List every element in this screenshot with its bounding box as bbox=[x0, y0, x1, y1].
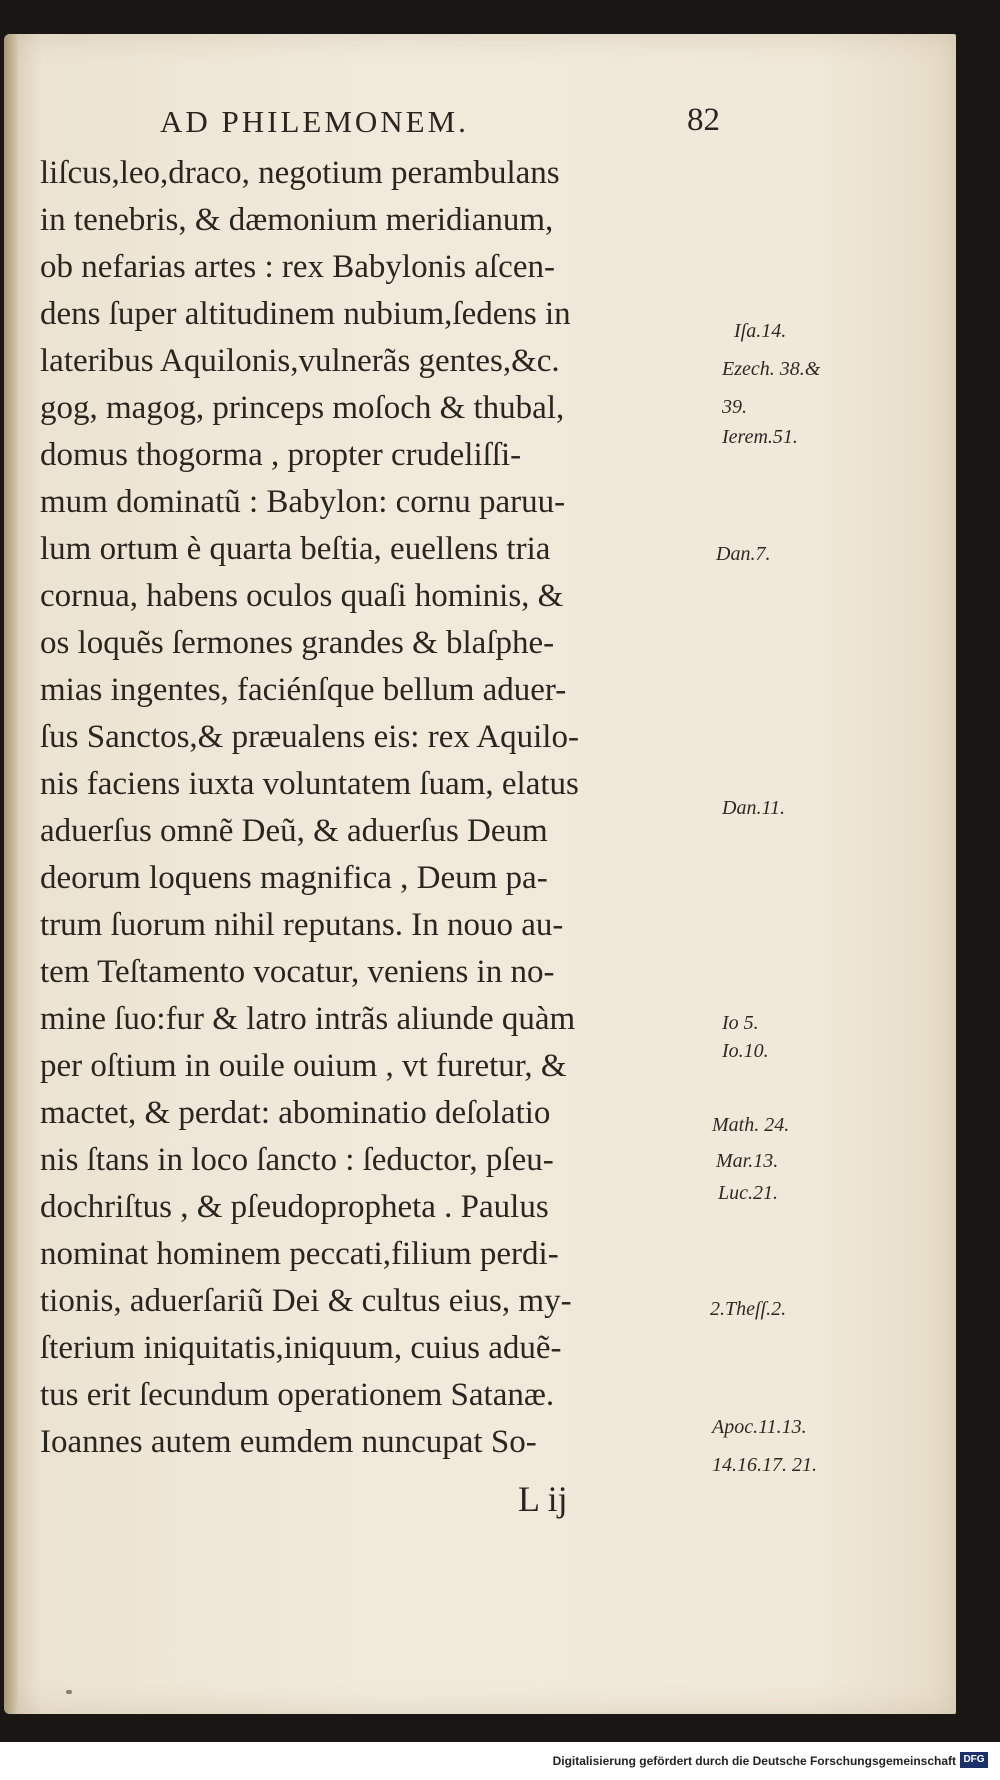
body-text bbox=[40, 150, 730, 1466]
page-spine bbox=[4, 34, 18, 1714]
text-line: mactet, & perdat: abominatio deſolatio bbox=[40, 1095, 551, 1131]
margin-note-thessalonians: 2.Theſſ.2. bbox=[710, 1298, 787, 1320]
text-line: tus erit ſecundum operationem Satanæ. bbox=[40, 1377, 555, 1413]
text-line: cornua, habens oculos quaſi hominis, & bbox=[40, 578, 564, 614]
margin-note-ezechiel: Ezech. 38.& bbox=[722, 358, 821, 380]
text-line: aduerſus omnẽ Deũ, & aduerſus Deum bbox=[40, 813, 548, 849]
text-line: lateribus Aquilonis,vulnerãs gentes,&c. bbox=[40, 343, 560, 379]
text-line: nis faciens iuxta voluntatem ſuam, elatus bbox=[40, 766, 579, 802]
margin-note-daniel-7: Dan.7. bbox=[716, 543, 771, 565]
text-line: mine ſuo:fur & latro intrãs aliunde quàm bbox=[40, 1001, 576, 1037]
text-line: domus thogorma , propter crudeliſſi- bbox=[40, 437, 522, 473]
dfg-logo: DFG bbox=[960, 1752, 988, 1768]
text-line: mum dominatũ : Babylon: cornu paruu- bbox=[40, 484, 566, 520]
margin-note-matthew: Math. 24. bbox=[712, 1114, 790, 1136]
footer-credit: Digitalisierung gefördert durch die Deutsche Forschungsgemeinschaft bbox=[552, 1754, 956, 1768]
signature-mark: L ij bbox=[518, 1479, 568, 1519]
text-line: in tenebris, & dæmonium meridianum, bbox=[40, 202, 554, 238]
text-line: lum ortum è quarta beſtia, euellens tria bbox=[40, 531, 551, 567]
text-line: ob nefarias artes : rex Babylonis aſcen- bbox=[40, 249, 555, 285]
text-line: gog, magog, princeps moſoch & thubal, bbox=[40, 390, 565, 426]
margin-note-luke: Luc.21. bbox=[718, 1182, 778, 1204]
margin-note-john-10: Io.10. bbox=[722, 1040, 769, 1062]
margin-note-john-5: Io 5. bbox=[722, 1012, 759, 1034]
text-line: nominat hominem peccati,filium perdi- bbox=[40, 1236, 559, 1272]
text-line: mias ingentes, faciénſque bellum aduer- bbox=[40, 672, 567, 708]
page-number: 82 bbox=[687, 102, 720, 138]
text-line: os loquẽs ſermones grandes & blaſphe- bbox=[40, 625, 555, 661]
margin-note-daniel-11: Dan.11. bbox=[722, 797, 785, 819]
text-line: tionis, aduerſariũ Dei & cultus eius, my- bbox=[40, 1283, 572, 1319]
text-line: ſterium iniquitatis,iniquum, cuius aduẽ- bbox=[40, 1330, 562, 1366]
margin-note-apocalypse-cont: 14.16.17. 21. bbox=[712, 1454, 817, 1476]
margin-note-isaiah: Iſa.14. bbox=[734, 320, 787, 342]
digitization-footer bbox=[0, 1742, 1000, 1780]
margin-note-ezechiel-cont: 39. bbox=[722, 396, 747, 418]
text-line: liſcus,leo,draco, negotium perambulans bbox=[40, 155, 560, 191]
text-line: Ioannes autem eumdem nuncupat So- bbox=[40, 1424, 537, 1460]
text-line: tem Teſtamento vocatur, veniens in no- bbox=[40, 954, 555, 990]
running-head bbox=[160, 104, 720, 148]
running-title: AD PHILEMONEM. bbox=[160, 104, 469, 139]
text-line: dens ſuper altitudinem nubium,ſedens in bbox=[40, 296, 571, 332]
margin-note-apocalypse: Apoc.11.13. bbox=[712, 1416, 807, 1438]
text-line: per oſtium in ouile ouium , vt furetur, & bbox=[40, 1048, 567, 1084]
text-line: ſus Sanctos,& præualens eis: rex Aquilo- bbox=[40, 719, 579, 755]
text-line: trum ſuorum nihil reputans. In nouo au- bbox=[40, 907, 564, 943]
margin-note-mark: Mar.13. bbox=[716, 1150, 779, 1172]
paper-speck bbox=[66, 1690, 72, 1694]
text-line: nis ſtans in loco ſancto : ſeductor, pſeu- bbox=[40, 1142, 554, 1178]
margin-note-jeremiah: Ierem.51. bbox=[722, 426, 798, 448]
text-line: dochriſtus , & pſeudopropheta . Paulus bbox=[40, 1189, 549, 1225]
text-line: deorum loquens magnifica , Deum pa- bbox=[40, 860, 548, 896]
